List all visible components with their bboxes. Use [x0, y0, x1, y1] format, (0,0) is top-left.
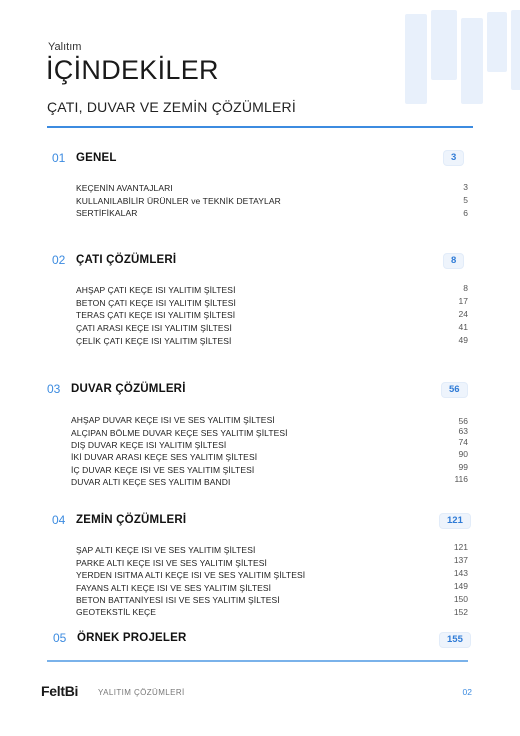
toc-item[interactable]: FAYANS ALTI KEÇE ISI VE SES YALITIM ŞİLTESİ	[76, 583, 272, 593]
toc-item-page: 99	[458, 462, 468, 472]
section-number: 05	[53, 631, 67, 645]
toc-item[interactable]: TERAS ÇATI KEÇE ISI YALITIM ŞİLTESİ	[76, 310, 236, 320]
brand-logo: FeltBi	[41, 683, 79, 699]
toc-item[interactable]: BETON BATTANİYESİ ISI VE SES YALITIM ŞİLTESİ	[76, 595, 280, 605]
section-number: 04	[52, 513, 66, 527]
toc-item[interactable]: ŞAP ALTI KEÇE ISI VE SES YALITIM ŞİLTESİ	[76, 545, 256, 555]
page-subtitle: ÇATI, DUVAR VE ZEMİN ÇÖZÜMLERİ	[47, 99, 296, 115]
page-title: İÇİNDEKİLER	[46, 55, 219, 85]
decorative-blocks	[405, 10, 520, 110]
section-page-badge[interactable]: 3	[444, 151, 463, 165]
toc-item-page: 5	[463, 195, 468, 205]
toc-item-page: 121	[453, 542, 468, 552]
toc-item[interactable]: DUVAR ALTI KEÇE SES YALITIM BANDI	[71, 477, 231, 487]
toc-item-page: 6	[463, 208, 468, 218]
toc-item[interactable]: ÇELİK ÇATI KEÇE ISI YALITIM ŞİLTESİ	[76, 336, 232, 346]
toc-item-page: 8	[463, 283, 468, 293]
toc-item-page: 143	[453, 568, 468, 578]
toc-item-page: 150	[453, 594, 468, 604]
toc-item-page: 137	[453, 555, 468, 565]
toc-item-page: 116	[454, 474, 468, 484]
section-number: 03	[47, 382, 61, 396]
footer-label: YALITIM ÇÖZÜMLERİ	[98, 688, 185, 697]
toc-item[interactable]: PARKE ALTI KEÇE ISI VE SES YALITIM ŞİLTESİ	[76, 558, 267, 568]
toc-item-page: 56	[458, 416, 468, 426]
header-divider	[47, 126, 473, 128]
section-page-badge[interactable]: 8	[444, 254, 463, 268]
toc-item[interactable]: KULLANILABİLİR ÜRÜNLER ve TEKNİK DETAYLAR	[76, 196, 281, 206]
toc-item[interactable]: İÇ DUVAR KEÇE ISI VE SES YALITIM ŞİLTESİ	[71, 465, 255, 475]
section-page-badge[interactable]: 56	[442, 383, 467, 397]
toc-item-page: 3	[463, 182, 468, 192]
section-number: 02	[52, 253, 66, 267]
toc-item-page: 49	[458, 335, 468, 345]
toc-item[interactable]: KEÇENİN AVANTAJLARI	[76, 183, 173, 193]
section-title[interactable]: DUVAR ÇÖZÜMLERİ	[71, 383, 186, 395]
toc-item[interactable]: YERDEN ISITMA ALTI KEÇE ISI VE SES YALITIM ŞİLTESİ	[76, 570, 306, 580]
toc-item-page: 41	[458, 322, 468, 332]
section-page-badge[interactable]: 121	[440, 514, 470, 528]
section-title[interactable]: ÇATI ÇÖZÜMLERİ	[76, 254, 177, 266]
section-page-badge[interactable]: 155	[440, 633, 470, 647]
toc-item[interactable]: AHŞAP ÇATI KEÇE ISI YALITIM ŞİLTESİ	[76, 285, 236, 295]
section-title[interactable]: GENEL	[76, 152, 117, 164]
section-number: 01	[52, 151, 66, 165]
toc-item[interactable]: DIŞ DUVAR KEÇE ISI YALITIM ŞİLTESİ	[71, 440, 227, 450]
toc-item[interactable]: BETON ÇATI KEÇE ISI YALITIM ŞİLTESİ	[76, 298, 237, 308]
section-title[interactable]: ÖRNEK PROJELER	[77, 632, 187, 644]
toc-item-page: 24	[458, 309, 468, 319]
toc-item[interactable]: İKİ DUVAR ARASI KEÇE SES YALITIM ŞİLTESİ	[71, 452, 258, 462]
toc-item-page: 152	[453, 607, 468, 617]
section-title[interactable]: ZEMİN ÇÖZÜMLERİ	[76, 514, 187, 526]
toc-item[interactable]: ALÇIPAN BÖLME DUVAR KEÇE SES YALITIM ŞİLTESİ	[71, 428, 288, 438]
toc-item-page: 90	[458, 449, 468, 459]
footer-page-number: 02	[462, 687, 472, 697]
page-kicker: Yalıtım	[48, 41, 82, 53]
footer-divider	[47, 660, 468, 662]
toc-item[interactable]: GEOTEKSTİL KEÇE	[76, 607, 157, 617]
toc-item[interactable]: ÇATI ARASI KEÇE ISI YALITIM ŞİLTESİ	[76, 323, 232, 333]
toc-item[interactable]: SERTİFİKALAR	[76, 208, 138, 218]
toc-item[interactable]: AHŞAP DUVAR KEÇE ISI VE SES YALITIM ŞİLTESİ	[71, 415, 275, 425]
toc-item-page: 149	[453, 581, 468, 591]
toc-item-page: 74	[458, 437, 468, 447]
toc-item-page: 63	[458, 426, 468, 436]
toc-item-page: 17	[458, 296, 468, 306]
